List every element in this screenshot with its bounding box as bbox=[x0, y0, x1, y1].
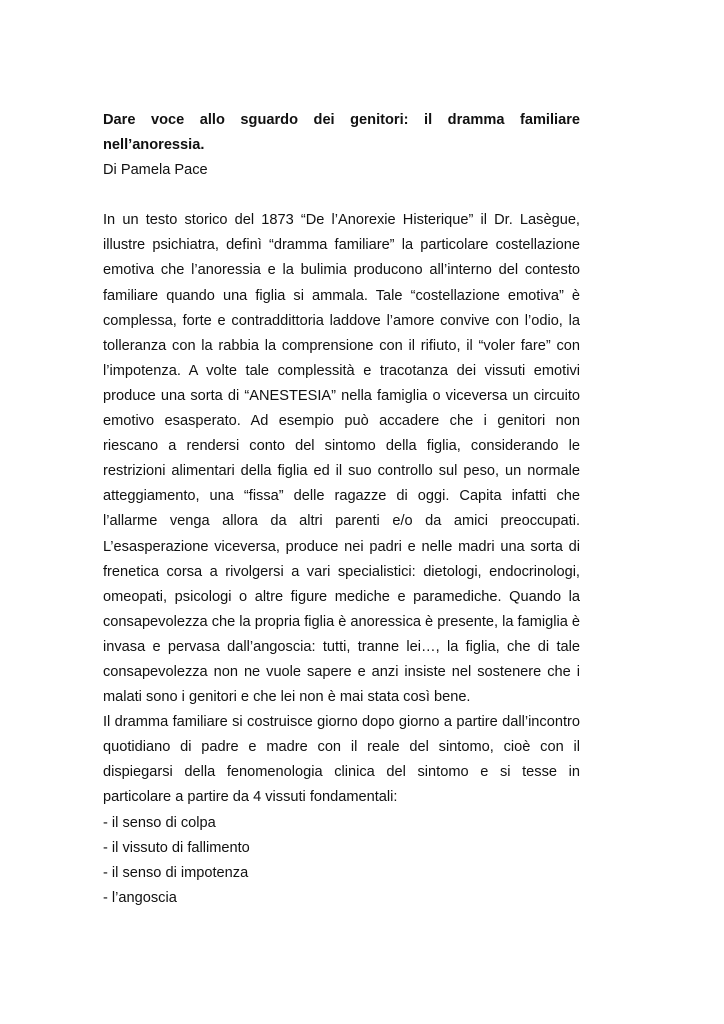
list-item: - il vissuto di fallimento bbox=[103, 839, 250, 856]
author-byline: Di Pamela Pace bbox=[103, 162, 208, 179]
list-item: - l’angoscia bbox=[103, 889, 177, 906]
document-page bbox=[103, 108, 580, 911]
title-line-2: nell’anoressia. bbox=[103, 137, 205, 154]
title-line-1: Dare voce allo sguardo dei genitori: il dramma familiare bbox=[103, 112, 580, 128]
paragraph-2: Il dramma familiare si costruisce giorno dopo giorno a partire dall’incontro quotidiano di padre e madre con il reale del sintomo, cioè con il dispiegarsi della fenomenologia clinica del sintomo e si tesse in particolare a partire da 4 vissuti fondamentali: bbox=[103, 714, 580, 806]
document-title bbox=[103, 108, 580, 158]
list-item: - il senso di impotenza bbox=[103, 864, 249, 881]
vissuti-list bbox=[103, 811, 580, 911]
list-item: - il senso di colpa bbox=[103, 814, 216, 831]
paragraph-1: In un testo storico del 1873 “De l’Anorexie Histerique” il Dr. Lasègue, illustre psichiatra, definì “dramma familiare” la particolare costellazione emotiva che l’anoressia e la bulimia producono all’interno del contesto familiare quando una figlia si ammala. Tale “costellazione emotiva” è complessa, forte e contraddittoria laddove l’amore convive con l’odio, la tolleranza con la rabbia la comprensione con il rifiuto, il “voler fare” con l’impotenza. A volte tale complessità e tracotanza dei vissuti emotivi produce una sorta di “ANESTESIA” nella famiglia o viceversa un circuito emotivo esasperato. Ad esempio può accadere che i genitori non riescano a rendersi conto del sintomo della figlia, considerando le restrizioni alimentari della figlia ed il suo controllo sul peso, un normale atteggiamento, una “fissa” delle ragazze di oggi. Capita infatti che l’allarme venga allora da altri parenti e/o da amici preoccupati. L’esasperazione viceversa, produce nei padri e nelle madri una sorta di frenetica corsa a rivolgersi a vari specialistici: dietologi, endocrinologi, omeopati, psicologi o altre figure mediche e paramediche. Quando la consapevolezza che la propria figlia è anoressica è presente, la famiglia è invasa e pervasa dall’angoscia: tutti, tranne lei…, la figlia, che di tale consapevolezza non ne vuole sapere e anzi insiste nel sostenere che i malati sono i genitori e che lei non è mai stata così bene. bbox=[103, 212, 581, 706]
